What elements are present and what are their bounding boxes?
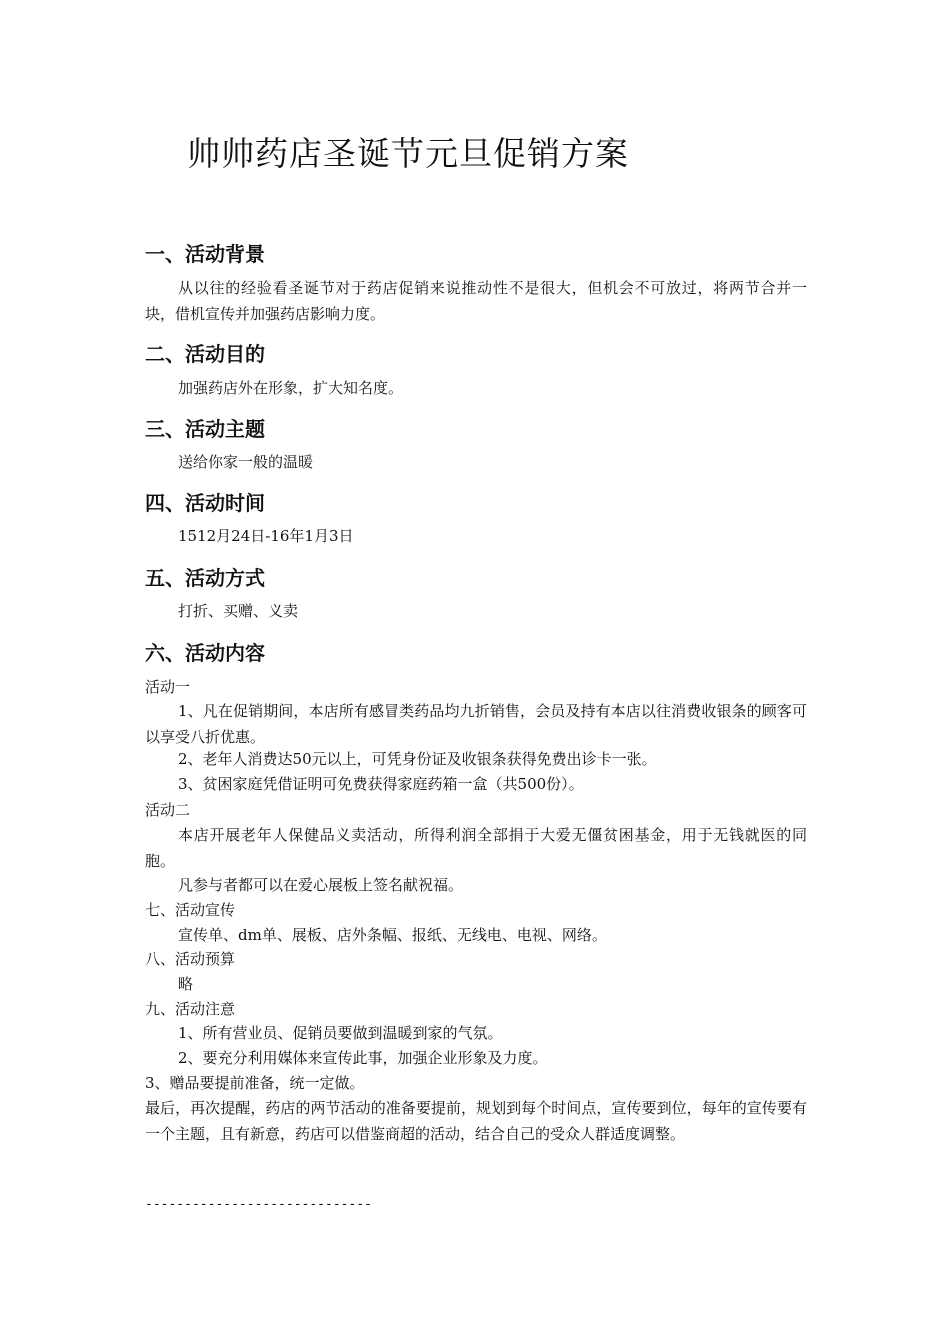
document-title: 帅帅药店圣诞节元旦促销方案	[187, 134, 629, 173]
heading-notes: 九、活动注意	[145, 1000, 236, 1018]
heading-method: 五、活动方式	[145, 566, 265, 590]
paragraph-method: 打折、买赠、义卖	[178, 602, 299, 620]
notes-item-2: 2、要充分利用媒体来宣传此事，加强企业形象及力度。	[178, 1049, 548, 1067]
activity-one-item-1: 1、凡在促销期间，本店所有感冒类药品均九折销售，会员及持有本店以往消费收银条的顾客可以享受八折优惠。	[145, 702, 807, 746]
heading-budget: 八、活动预算	[145, 950, 236, 968]
activity-one-item-3: 3、贫困家庭凭借证明可免费获得家庭药箱一盒（共500份）。	[178, 775, 584, 793]
paragraph-promotion: 宣传单、dm单、展板、店外条幅、报纸、无线电、电视、网络。	[178, 926, 607, 944]
paragraph-purpose: 加强药店外在形象，扩大知名度。	[178, 379, 404, 397]
paragraph-budget: 略	[178, 975, 194, 993]
heading-purpose: 二、活动目的	[145, 342, 265, 366]
paragraph-theme: 送给你家一般的温暖	[178, 453, 314, 471]
heading-theme: 三、活动主题	[145, 417, 265, 441]
activity-two-body-2: 凡参与者都可以在爱心展板上签名献祝福。	[178, 876, 464, 894]
paragraph-background: 从以往的经验看圣诞节对于药店促销来说推动性不是很大，但机会不可放过，将两节合并一块，借机宣传并加强药店影响力度。	[145, 279, 807, 323]
paragraph-time: 1512月24日-16年1月3日	[178, 527, 354, 545]
heading-time: 四、活动时间	[145, 491, 265, 515]
activity-one-label: 活动一	[145, 678, 191, 696]
heading-background: 一、活动背景	[145, 242, 265, 266]
heading-promotion: 七、活动宣传	[145, 901, 236, 919]
separator-line: -----------------------------	[145, 1197, 372, 1212]
closing-paragraph: 最后，再次提醒，药店的两节活动的准备要提前，规划到每个时间点，宣传要到位，每年的宣传要有一个主题，且有新意，药店可以借鉴商超的活动，结合自己的受众人群适度调整。	[145, 1099, 807, 1143]
heading-content: 六、活动内容	[145, 641, 265, 665]
activity-two-label: 活动二	[145, 801, 191, 819]
notes-item-1: 1、所有营业员、促销员要做到温暖到家的气氛。	[178, 1024, 503, 1042]
notes-item-3: 3、赠品要提前准备，统一定做。	[145, 1074, 365, 1092]
activity-two-body-1: 本店开展老年人保健品义卖活动，所得利润全部捐于大爱无僵贫困基金，用于无钱就医的同胞。	[145, 826, 807, 870]
activity-one-item-2: 2、老年人消费达50元以上，可凭身份证及收银条获得免费出诊卡一张。	[178, 750, 657, 768]
